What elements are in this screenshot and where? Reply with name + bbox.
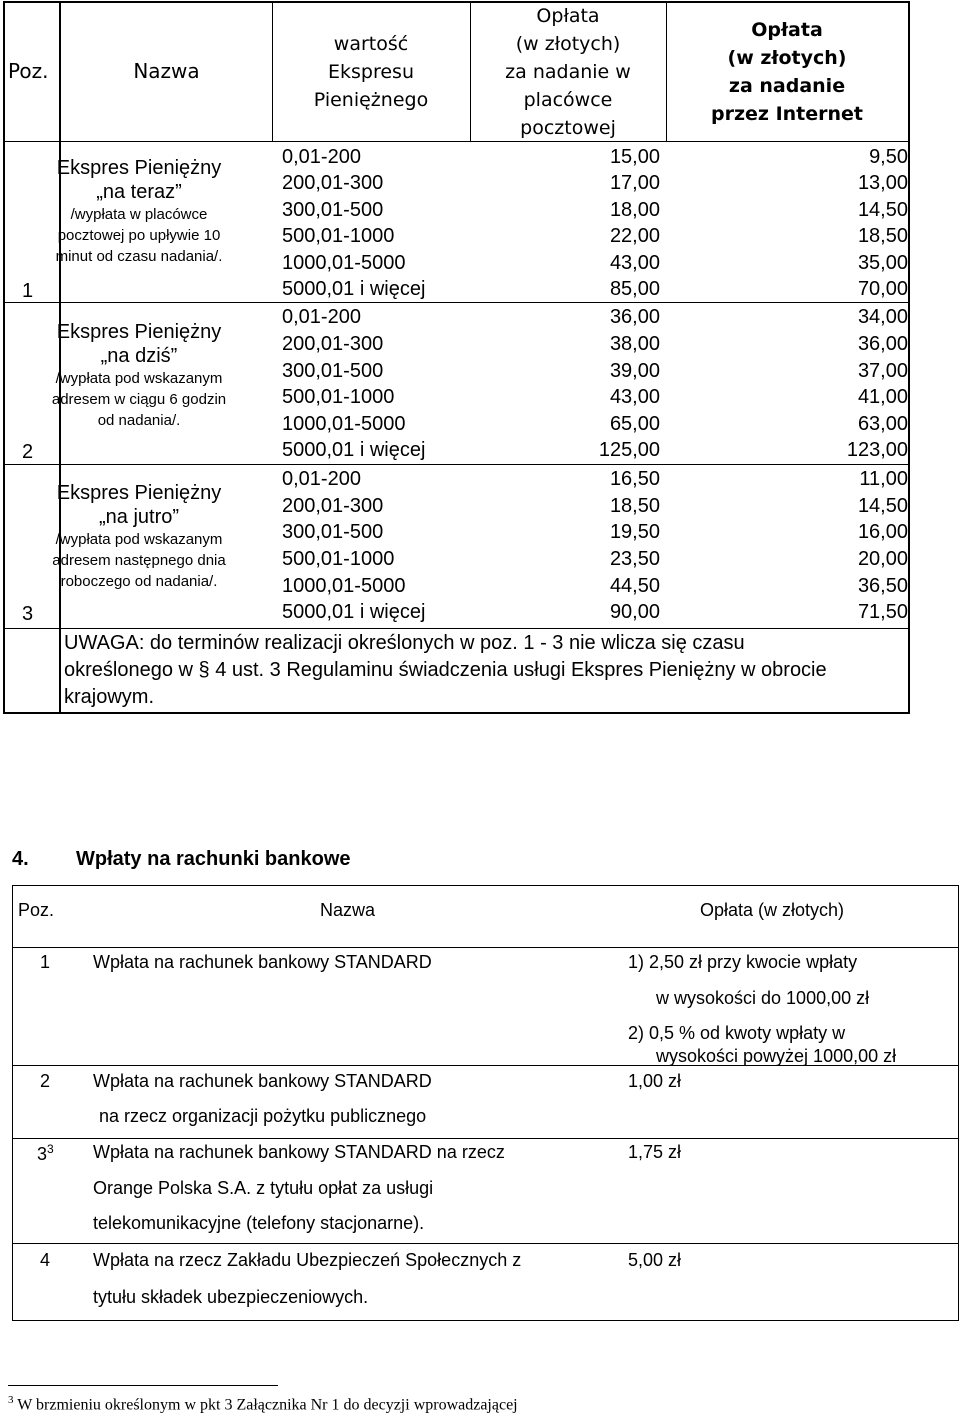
fee-office-cell: 38,00 xyxy=(609,333,660,355)
range-cell: 0,01-200 xyxy=(282,468,361,490)
fee-internet-cell: 20,00 xyxy=(857,548,908,570)
fee-office-cell: 44,50 xyxy=(609,575,660,597)
fee-office-cell: 125,00 xyxy=(598,439,660,461)
fee-internet-cell: 36,00 xyxy=(857,333,908,355)
range-cell: 1000,01-5000 xyxy=(282,575,406,597)
table1-group1-bottom xyxy=(3,302,910,303)
footnote xyxy=(8,1394,518,1414)
range-cell: 300,01-500 xyxy=(282,360,384,382)
fee-office-cell: 85,00 xyxy=(609,278,660,300)
row-poz-1: 1 xyxy=(40,952,51,972)
fee-office-cell: 36,00 xyxy=(609,306,660,328)
fee-office-cell: 65,00 xyxy=(609,413,660,435)
table2-row3-bottom xyxy=(12,1243,959,1244)
range-cell: 5000,01 i więcej xyxy=(282,439,426,461)
section-title: Wpłaty na rachunki bankowe xyxy=(76,848,351,870)
range-cell: 5000,01 i więcej xyxy=(282,278,426,300)
fee-internet-cell: 9,50 xyxy=(869,146,908,168)
footnote-mark: 3 xyxy=(8,1394,14,1406)
footnote-separator xyxy=(8,1385,278,1386)
service-name-3: Ekspres Pieniężny „na jutro” /wypłata pod wskazanym adresem następnego dnia roboczego od nadania/. xyxy=(52,482,226,590)
table1-header-bottom xyxy=(3,141,910,142)
range-cell: 500,01-1000 xyxy=(282,548,395,570)
row-fee-1-line3: 2) 0,5 % od kwoty wpłaty w xyxy=(628,1023,846,1043)
table1-bottom-border xyxy=(3,712,910,714)
range-cell: 0,01-200 xyxy=(282,146,361,168)
fee-internet-cell: 18,50 xyxy=(857,225,908,247)
range-cell: 300,01-500 xyxy=(282,521,384,543)
row-name-3-line1: Wpłata na rachunek bankowy STANDARD na rzecz xyxy=(93,1142,505,1162)
row-fee-1-line1: 1) 2,50 zł przy kwocie wpłaty xyxy=(628,952,858,972)
row-poz-4: 4 xyxy=(40,1250,51,1270)
table2-bottom-border xyxy=(12,1320,959,1321)
row-fee-4: 5,00 zł xyxy=(628,1250,682,1270)
table2-right-border xyxy=(958,885,959,1321)
table1-note: UWAGA: do terminów realizacji określonych w poz. 1 - 3 nie wlicza się czasu określonego w § 4 ust. 3 Regulaminu świadczenia usługi Ekspres Pieniężny w obrocie krajowym. xyxy=(64,632,827,708)
table2-left-border xyxy=(12,885,13,1321)
fee-office-cell: 23,50 xyxy=(609,548,660,570)
row-name-1: Wpłata na rachunek bankowy STANDARD xyxy=(93,952,432,972)
fee-internet-cell: 13,00 xyxy=(857,172,908,194)
fee-internet-cell: 11,00 xyxy=(859,468,908,490)
group-poz-1: 1 xyxy=(22,280,34,302)
fee-internet-cell: 14,50 xyxy=(857,199,908,221)
service-name-2: Ekspres Pieniężny „na dziś” /wypłata pod wskazanym adresem w ciągu 6 godzin od nadania/. xyxy=(51,321,227,429)
table2-row2-bottom xyxy=(12,1138,959,1139)
fee-internet-cell: 36,50 xyxy=(857,575,908,597)
table1-group2-bottom xyxy=(3,464,910,465)
fee-office-cell: 16,50 xyxy=(609,468,660,490)
fee-internet-cell: 41,00 xyxy=(857,386,908,408)
table2-header-bottom xyxy=(12,947,959,948)
range-cell: 200,01-300 xyxy=(282,333,384,355)
fee-office-cell: 22,00 xyxy=(609,225,660,247)
fee-internet-cell: 63,00 xyxy=(857,413,908,435)
fee-office-cell: 39,00 xyxy=(609,360,660,382)
fee-office-cell: 15,00 xyxy=(609,146,660,168)
table1-top-border xyxy=(3,1,910,3)
fee-office-cell: 43,00 xyxy=(609,386,660,408)
range-cell: 5000,01 i więcej xyxy=(282,601,426,623)
group-poz-3: 3 xyxy=(22,603,34,625)
fee-office-cell: 19,50 xyxy=(609,521,660,543)
fee-internet-cell: 123,00 xyxy=(846,439,908,461)
group-poz-2: 2 xyxy=(22,441,34,463)
table1-left-border xyxy=(3,1,5,714)
fee-internet-cell: 35,00 xyxy=(857,252,908,274)
fee-internet-cell: 34,00 xyxy=(857,306,908,328)
fee-internet-cell: 14,50 xyxy=(857,495,908,517)
row-fee-2: 1,00 zł xyxy=(628,1071,682,1091)
row-fee-1-line2: w wysokości do 1000,00 zł xyxy=(656,988,870,1008)
footnote-text: W brzmieniu określonym w pkt 3 Załącznika Nr 1 do decyzji wprowadzającej xyxy=(13,1396,518,1414)
table2-header-oplata: Opłata (w złotych) xyxy=(700,900,845,920)
fee-internet-cell: 71,50 xyxy=(857,601,908,623)
header-poz: Poz. xyxy=(8,59,49,83)
row-name-2-line2: na rzecz organizacji pożytku publicznego xyxy=(99,1106,427,1126)
range-cell: 200,01-300 xyxy=(282,172,384,194)
header-wartosc: wartość Ekspresu Pieniężnego xyxy=(313,33,429,111)
range-cell: 1000,01-5000 xyxy=(282,252,406,274)
range-cell: 1000,01-5000 xyxy=(282,413,406,435)
fee-internet-cell: 37,00 xyxy=(857,360,908,382)
header-oplata-internet: Opłata (w złotych) za nadanie przez Internet xyxy=(710,19,864,125)
row-poz-2: 2 xyxy=(40,1071,51,1091)
header-oplata-placowka: Opłata (w złotych) za nadanie w placówce pocztowej xyxy=(505,5,631,139)
row-name-3-line3: telekomunikacyjne (telefony stacjonarne). xyxy=(93,1213,425,1233)
range-cell: 0,01-200 xyxy=(282,306,361,328)
row-poz-3: $3^3$ xyxy=(37,1142,54,1164)
row-name-4-line1: Wpłata na rzecz Zakładu Ubezpieczeń Społecznych z xyxy=(93,1250,522,1270)
fee-office-cell: 90,00 xyxy=(609,601,660,623)
range-cell: 500,01-1000 xyxy=(282,225,395,247)
fee-office-cell: 43,00 xyxy=(609,252,660,274)
fee-office-cell: 18,00 xyxy=(609,199,660,221)
row-name-2-line1: Wpłata na rachunek bankowy STANDARD xyxy=(93,1071,432,1091)
row-fee-1-line4: wysokości powyżej 1000,00 zł xyxy=(656,1046,897,1066)
row-name-3-line2: Orange Polska S.A. z tytułu opłat za usługi xyxy=(93,1178,434,1198)
fee-internet-cell: 70,00 xyxy=(857,278,908,300)
table2-header-nazwa: Nazwa xyxy=(320,900,376,920)
row-fee-3: 1,75 zł xyxy=(628,1142,682,1162)
row-name-4-line2: tytułu składek ubezpieczeniowych. xyxy=(93,1287,369,1307)
section-number: 4. xyxy=(12,848,29,870)
footnote-ref: 3 xyxy=(47,1142,54,1156)
range-cell: 500,01-1000 xyxy=(282,386,395,408)
fee-internet-cell: 16,00 xyxy=(857,521,908,543)
header-nazwa: Nazwa xyxy=(133,59,200,83)
table2-top-border xyxy=(12,885,959,886)
table1-group3-bottom xyxy=(3,628,910,629)
fee-office-cell: 18,50 xyxy=(609,495,660,517)
range-cell: 200,01-300 xyxy=(282,495,384,517)
service-name-1: Ekspres Pieniężny „na teraz” /wypłata w placówce pocztowej po upływie 10 minut od czasu nadania/. xyxy=(55,157,223,265)
fee-office-cell: 17,00 xyxy=(609,172,660,194)
table1-right-border xyxy=(908,1,910,714)
range-cell: 300,01-500 xyxy=(282,199,384,221)
table2-header-poz: Poz. xyxy=(18,900,55,920)
